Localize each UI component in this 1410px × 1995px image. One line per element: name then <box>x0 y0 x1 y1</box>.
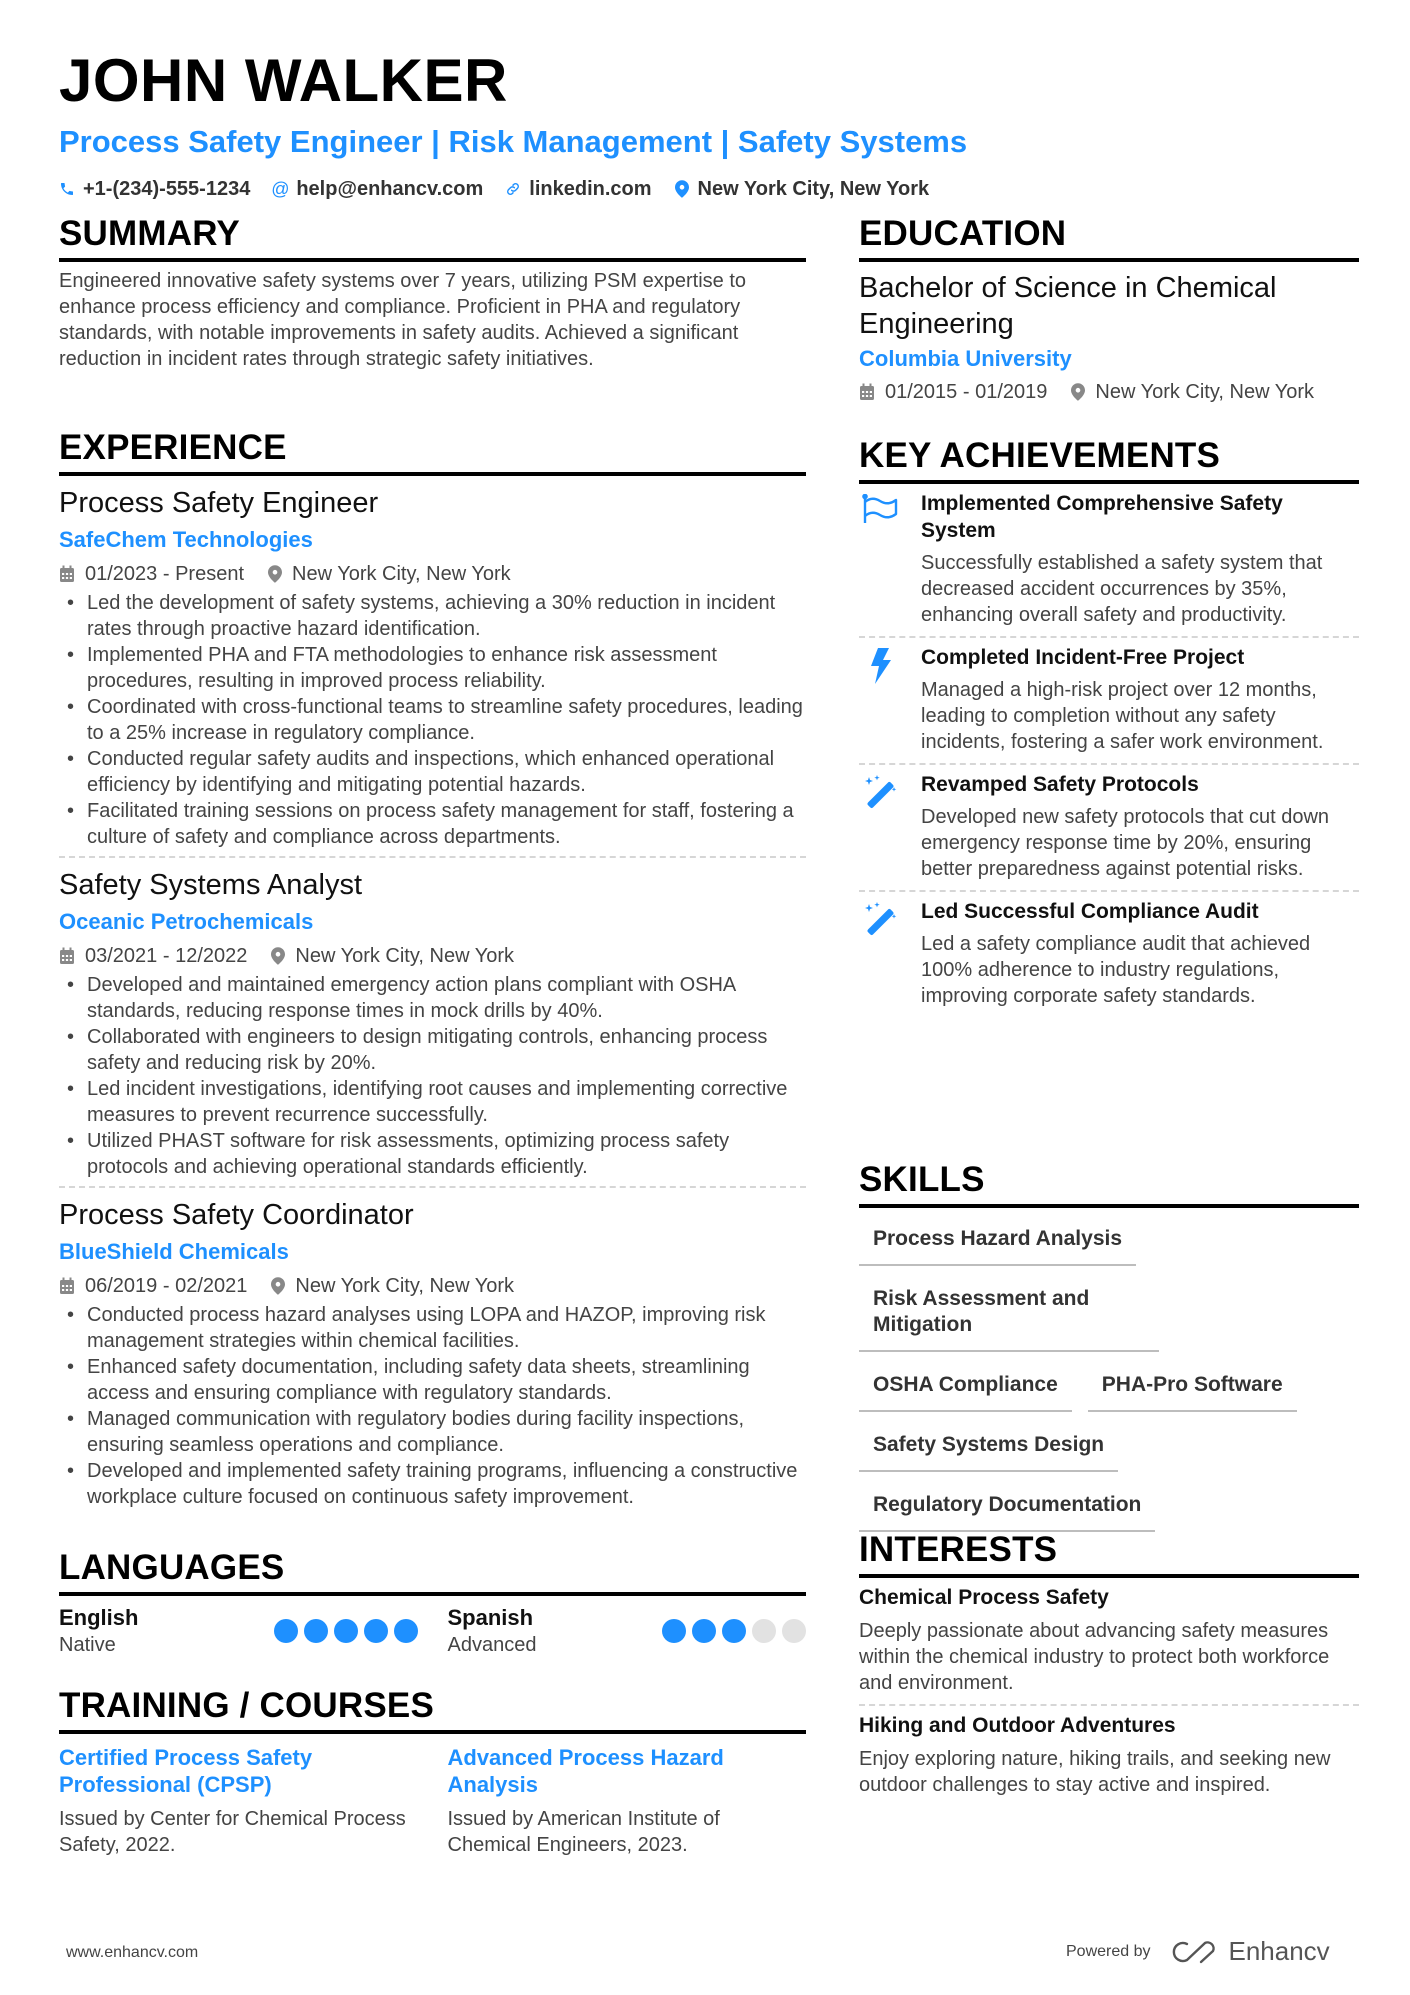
skill-tag: Safety Systems Design <box>859 1424 1118 1472</box>
course-desc: Issued by Center for Chemical Process Safety, 2022. <box>59 1808 406 1856</box>
job-bullet: • Facilitated training sessions on process safety management for staff, fostering a culture of safety and compliance across departments. <box>59 798 806 850</box>
achievement-title: Revamped Safety Protocols <box>921 773 1199 796</box>
course-title: Certified Process Safety Professional (CPSP) <box>59 1745 313 1797</box>
achievement-desc: Led a safety compliance audit that achieved 100% adherence to industry regulations, improving corporate safety standards. <box>921 933 1311 1007</box>
calendar-icon <box>59 565 75 583</box>
education-dates: 01/2015 - 01/2019 <box>885 381 1048 403</box>
achievement-title: Implemented Comprehensive Safety System <box>921 492 1283 542</box>
skill-tag: OSHA Compliance <box>859 1364 1072 1412</box>
company-name: Oceanic Petrochemicals <box>59 909 314 934</box>
rating-dot-empty <box>782 1619 806 1643</box>
interest-title: Hiking and Outdoor Adventures <box>859 1714 1176 1737</box>
education-meta <box>859 378 1359 406</box>
job-location: New York City, New York <box>295 1275 514 1297</box>
languages-section <box>59 1548 806 1658</box>
section-rule <box>59 472 806 476</box>
education-school: Columbia University <box>859 346 1072 371</box>
skill-tag: Risk Assessment and Mitigation <box>859 1278 1159 1352</box>
candidate-title: Process Safety Engineer | Risk Management | Safety Systems <box>59 124 968 159</box>
rating-dot-filled <box>304 1619 328 1643</box>
course-item <box>59 1744 418 1858</box>
education-section <box>859 214 1359 406</box>
language-name: English <box>59 1605 139 1630</box>
calendar-icon <box>59 947 75 965</box>
contact-phone[interactable] <box>59 176 250 202</box>
job-entry <box>59 484 806 858</box>
job-bullets <box>59 590 806 850</box>
interests-heading: INTERESTS <box>859 1530 1058 1569</box>
at-icon: @ <box>271 179 290 199</box>
job-meta <box>59 1272 806 1300</box>
skill-tag: Process Hazard Analysis <box>859 1218 1136 1266</box>
education-location: New York City, New York <box>1095 381 1314 403</box>
location-pin-icon <box>271 1277 285 1295</box>
company-name: SafeChem Technologies <box>59 527 313 552</box>
enhancv-logo[interactable] <box>1171 1936 1330 1967</box>
contact-email[interactable] <box>272 176 483 202</box>
job-dates: 03/2021 - 12/2022 <box>85 945 248 967</box>
skill-tag: Regulatory Documentation <box>859 1484 1155 1532</box>
company-name: BlueShield Chemicals <box>59 1239 289 1264</box>
job-bullet: • Conducted process hazard analyses using LOPA and HAZOP, improving risk management strategies within chemical facilities. <box>59 1302 806 1354</box>
skills-list <box>859 1218 1359 1532</box>
job-location: New York City, New York <box>292 563 511 585</box>
contact-location <box>674 176 930 202</box>
job-entry <box>59 1196 806 1516</box>
location-pin-icon <box>1071 383 1085 401</box>
section-rule <box>59 258 806 262</box>
language-item <box>448 1604 807 1658</box>
languages-grid <box>59 1604 806 1658</box>
contact-location-text: New York City, New York <box>697 178 930 200</box>
job-title: Process Safety Coordinator <box>59 1199 414 1231</box>
achievement-item <box>859 484 1359 638</box>
job-bullet: • Utilized PHAST software for risk assessments, optimizing process safety protocols and achieving operational standards efficiently. <box>59 1128 806 1180</box>
contact-linkedin[interactable] <box>505 176 651 202</box>
phone-icon <box>59 180 75 198</box>
magic-wand-icon <box>859 898 903 1009</box>
rating-dot-empty <box>752 1619 776 1643</box>
experience-section <box>59 428 806 1522</box>
rating-dot-filled <box>662 1619 686 1643</box>
achievement-item <box>859 892 1359 1017</box>
section-rule <box>859 258 1359 262</box>
location-pin-icon <box>674 180 690 198</box>
course-title: Advanced Process Hazard Analysis <box>447 1745 724 1797</box>
training-section <box>59 1686 806 1858</box>
courses-grid <box>59 1744 806 1858</box>
footer-branding <box>1066 1936 1330 1967</box>
skill-tag: PHA-Pro Software <box>1088 1364 1297 1412</box>
languages-heading: LANGUAGES <box>59 1548 285 1587</box>
achievements-heading: KEY ACHIEVEMENTS <box>859 436 1221 475</box>
powered-by-label: Powered by <box>1066 1942 1151 1960</box>
interest-item <box>859 1584 1359 1706</box>
job-meta <box>59 942 806 970</box>
job-bullet: • Managed communication with regulatory bodies during facility inspections, ensuring seamless operations and compliance. <box>59 1406 806 1458</box>
job-bullets <box>59 972 806 1180</box>
experience-heading: EXPERIENCE <box>59 428 287 467</box>
job-meta <box>59 560 806 588</box>
language-rating <box>662 1619 806 1643</box>
flag-icon <box>859 490 903 628</box>
magic-wand-icon <box>859 771 903 882</box>
calendar-icon <box>859 383 875 401</box>
job-title: Safety Systems Analyst <box>59 869 363 901</box>
language-name: Spanish <box>447 1605 534 1630</box>
achievement-item <box>859 765 1359 892</box>
contact-bar <box>59 176 1359 202</box>
language-item <box>59 1604 418 1658</box>
job-entry <box>59 866 806 1188</box>
lightning-bolt-icon <box>859 644 903 755</box>
contact-phone-text: +1-(234)-555-1234 <box>83 178 251 200</box>
section-rule <box>859 1574 1359 1578</box>
skills-section <box>859 1160 1359 1532</box>
language-level: Native <box>59 1634 116 1656</box>
course-item <box>448 1744 807 1858</box>
summary-text: Engineered innovative safety systems over 7 years, utilizing PSM expertise to enhance process efficiency and compliance. Proficient in PHA and regulatory standards, with notable improvements in safety audits. Achieved a significant reduction in incident rates through strategic safety initiatives. <box>59 270 746 370</box>
enhancv-logo-icon <box>1171 1939 1219 1965</box>
rating-dot-filled <box>722 1619 746 1643</box>
summary-heading: SUMMARY <box>59 214 240 253</box>
achievement-desc: Successfully established a safety system that decreased accident occurrences by 35%, enhancing overall safety and productivity. <box>921 552 1323 626</box>
rating-dot-filled <box>334 1619 358 1643</box>
interest-item <box>859 1712 1359 1806</box>
language-rating <box>274 1619 418 1643</box>
interests-section <box>859 1530 1359 1812</box>
contact-linkedin-text: linkedin.com <box>529 178 652 200</box>
achievement-title: Led Successful Compliance Audit <box>921 900 1259 923</box>
education-degree: Bachelor of Science in Chemical Engineering <box>859 272 1277 340</box>
job-bullet: • Implemented PHA and FTA methodologies to enhance risk assessment procedures, resulting in improved process reliability. <box>59 642 806 694</box>
rating-dot-filled <box>692 1619 716 1643</box>
brand-name: Enhancv <box>1228 1936 1330 1966</box>
job-dates: 01/2023 - Present <box>85 563 244 585</box>
interest-desc: Deeply passionate about advancing safety measures within the chemical industry to protect both workforce and environment. <box>859 1620 1330 1694</box>
skills-heading: SKILLS <box>859 1160 985 1199</box>
section-rule <box>859 1204 1359 1208</box>
link-icon <box>505 180 521 198</box>
job-bullet: • Coordinated with cross-functional teams to streamline safety procedures, leading to a 25% increase in regulatory compliance. <box>59 694 806 746</box>
contact-email-text: help@enhancv.com <box>296 178 484 200</box>
rating-dot-filled <box>394 1619 418 1643</box>
interest-title: Chemical Process Safety <box>859 1586 1109 1609</box>
job-bullet: • Enhanced safety documentation, including safety data sheets, streamlining access and ensuring compliance with regulatory standards. <box>59 1354 806 1406</box>
job-bullet: • Collaborated with engineers to design mitigating controls, enhancing process safety and reducing risk by 20%. <box>59 1024 806 1076</box>
section-rule <box>59 1592 806 1596</box>
achievement-desc: Developed new safety protocols that cut down emergency response time by 20%, ensuring better preparedness against potential risks. <box>921 806 1330 880</box>
location-pin-icon <box>268 565 282 583</box>
job-bullets <box>59 1302 806 1510</box>
rating-dot-filled <box>364 1619 388 1643</box>
training-heading: TRAINING / COURSES <box>59 1686 435 1725</box>
summary-section <box>59 214 806 372</box>
job-bullet: • Led the development of safety systems, achieving a 30% reduction in incident rates through proactive hazard identification. <box>59 590 806 642</box>
achievement-desc: Managed a high-risk project over 12 months, leading to completion without any safety incidents, fostering a safer work environment. <box>921 679 1324 753</box>
candidate-name: JOHN WALKER <box>59 47 508 114</box>
language-level: Advanced <box>447 1634 537 1656</box>
job-bullet: • Conducted regular safety audits and inspections, which enhanced operational efficiency by identifying and mitigating potential hazards. <box>59 746 806 798</box>
course-desc: Issued by American Institute of Chemical Engineers, 2023. <box>447 1808 720 1856</box>
achievements-section <box>859 436 1359 1017</box>
job-bullet: • Developed and implemented safety training programs, influencing a constructive workplace culture focused on continuous safety improvement. <box>59 1458 806 1510</box>
job-bullet: • Led incident investigations, identifying root causes and implementing corrective measures to prevent recurrence successfully. <box>59 1076 806 1128</box>
resume-header <box>59 46 1359 202</box>
job-title: Process Safety Engineer <box>59 487 379 519</box>
job-location: New York City, New York <box>295 945 514 967</box>
achievement-item <box>859 638 1359 765</box>
section-rule <box>59 1730 806 1734</box>
calendar-icon <box>59 1277 75 1295</box>
education-heading: EDUCATION <box>859 214 1067 253</box>
location-pin-icon <box>271 947 285 965</box>
job-bullet: • Developed and maintained emergency action plans compliant with OSHA standards, reducing response times in mock drills by 40%. <box>59 972 806 1024</box>
job-dates: 06/2019 - 02/2021 <box>85 1275 248 1297</box>
rating-dot-filled <box>274 1619 298 1643</box>
footer-website[interactable]: www.enhancv.com <box>66 1944 199 1961</box>
interest-desc: Enjoy exploring nature, hiking trails, and seeking new outdoor challenges to stay active and inspired. <box>859 1748 1331 1796</box>
achievement-title: Completed Incident-Free Project <box>921 646 1245 669</box>
